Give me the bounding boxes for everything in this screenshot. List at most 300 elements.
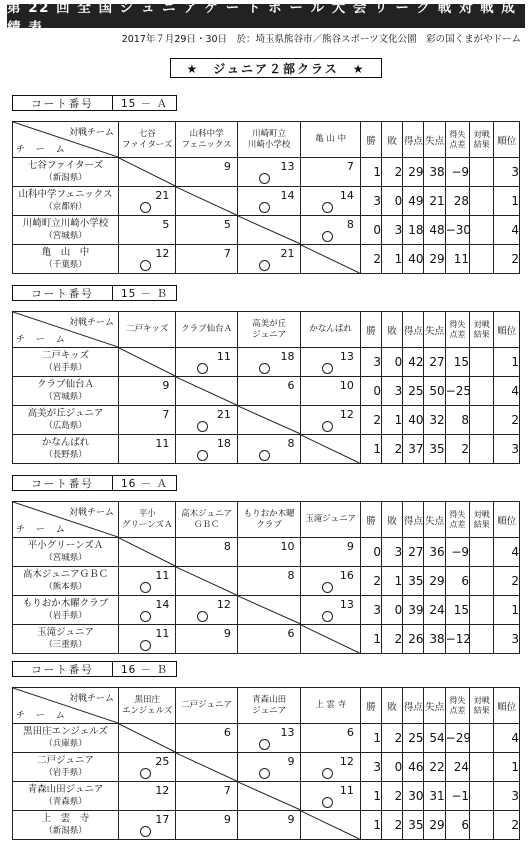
losses-value: 1 xyxy=(382,406,403,435)
diagonal-line xyxy=(176,753,237,781)
point-diff-value: 2 xyxy=(445,435,469,464)
points-for-header: 得点 xyxy=(403,688,424,724)
wins-value: 1 xyxy=(360,625,381,654)
team-name: 亀 山 中 xyxy=(41,247,90,258)
league-table xyxy=(12,501,520,654)
rank-header: 順位 xyxy=(494,312,520,348)
score-cell xyxy=(301,158,360,187)
opponent-header: 二戸キッズ xyxy=(119,312,176,348)
score-value: 12 xyxy=(339,408,354,421)
rank-header: 順位 xyxy=(494,122,520,158)
point-diff-header: 得失 点差 xyxy=(445,312,469,348)
win-circle-icon xyxy=(140,582,151,593)
match-result-value xyxy=(470,724,494,753)
table-row xyxy=(13,538,520,567)
points-against-value: 27 xyxy=(424,348,445,377)
table-row xyxy=(13,216,520,245)
points-against-value: 35 xyxy=(424,435,445,464)
point-diff-value: 15 xyxy=(445,348,469,377)
score-cell xyxy=(237,753,301,782)
losses-value: 0 xyxy=(382,596,403,625)
losses-value: 0 xyxy=(382,187,403,216)
win-circle-icon xyxy=(259,260,270,271)
rank-value: 2 xyxy=(494,811,520,840)
court-number-label xyxy=(12,661,177,677)
points-against-value: 50 xyxy=(424,377,445,406)
match-result-value xyxy=(470,187,494,216)
losses-header: 敗 xyxy=(382,502,403,538)
team-prefecture: （兵庫県） xyxy=(44,739,87,749)
losses-value: 0 xyxy=(382,348,403,377)
point-diff-header: 得失 点差 xyxy=(445,122,469,158)
self-match-cell xyxy=(176,753,238,782)
score-value: 14 xyxy=(280,189,295,202)
points-against-value: 36 xyxy=(424,538,445,567)
points-against-value: 22 xyxy=(424,753,445,782)
corner-team-label: チ ー ム xyxy=(16,335,69,345)
points-against-value: 48 xyxy=(424,216,445,245)
point-diff-value: 8 xyxy=(445,406,469,435)
table-header-row xyxy=(13,688,520,724)
self-match-cell xyxy=(119,348,176,377)
diagonal-line xyxy=(119,158,175,186)
team-name-cell xyxy=(13,753,119,782)
win-circle-icon xyxy=(259,173,270,184)
self-match-cell xyxy=(301,245,360,274)
opponent-header: もりおか木曜 クラブ xyxy=(237,502,301,538)
score-cell xyxy=(176,216,238,245)
losses-value: 2 xyxy=(382,724,403,753)
opponent-header: 平小 グリーンズＡ xyxy=(119,502,176,538)
point-diff-value: −12 xyxy=(445,625,469,654)
team-prefecture: （岩手県） xyxy=(44,768,87,778)
score-value: 8 xyxy=(346,218,354,231)
point-diff-value: −9 xyxy=(445,538,469,567)
win-circle-icon xyxy=(140,768,151,779)
diagonal-line xyxy=(238,406,301,434)
losses-value: 3 xyxy=(382,538,403,567)
rank-value: 4 xyxy=(494,216,520,245)
score-value: 21 xyxy=(216,408,231,421)
self-match-cell xyxy=(176,377,238,406)
team-prefecture: （熊本県） xyxy=(44,582,87,592)
team-name-cell xyxy=(13,158,119,187)
team-name: 平小グリーンズＡ xyxy=(27,540,104,551)
self-match-cell xyxy=(119,538,176,567)
score-cell xyxy=(176,435,238,464)
win-circle-icon xyxy=(322,202,333,213)
team-prefecture: （青森県） xyxy=(44,797,87,807)
corner-opponent-label: 対戦チーム xyxy=(69,508,115,518)
losses-value: 3 xyxy=(382,377,403,406)
diagonal-line xyxy=(119,348,175,376)
opponent-header: 二戸ジュニア xyxy=(176,688,238,724)
losses-value: 3 xyxy=(382,216,403,245)
score-value: 11 xyxy=(155,627,170,640)
points-for-value: 40 xyxy=(403,245,424,274)
score-value: 18 xyxy=(216,437,231,450)
points-against-value: 24 xyxy=(424,596,445,625)
score-value: 8 xyxy=(223,540,231,553)
rank-value: 4 xyxy=(494,538,520,567)
match-result-value xyxy=(470,625,494,654)
team-name: 青森山田ジュニア xyxy=(27,784,104,795)
losses-value: 1 xyxy=(382,567,403,596)
points-for-header: 得点 xyxy=(403,502,424,538)
corner-header xyxy=(13,122,119,158)
rank-value: 3 xyxy=(494,435,520,464)
score-value: 7 xyxy=(223,247,231,260)
wins-value: 0 xyxy=(360,377,381,406)
match-result-value xyxy=(470,753,494,782)
team-name: 二戸キッズ xyxy=(41,350,90,361)
corner-team-label: チ ー ム xyxy=(16,525,69,535)
win-circle-icon xyxy=(259,739,270,750)
points-for-value: 26 xyxy=(403,625,424,654)
diagonal-line xyxy=(119,724,175,752)
table-row xyxy=(13,245,520,274)
team-name: 七谷ファイターズ xyxy=(27,160,104,171)
diagonal-line xyxy=(301,245,359,273)
self-match-cell xyxy=(119,724,176,753)
points-for-value: 39 xyxy=(403,596,424,625)
score-cell xyxy=(119,625,176,654)
corner-opponent-label: 対戦チーム xyxy=(69,694,115,704)
opponent-header: 亀 山 中 xyxy=(301,122,360,158)
score-value: 12 xyxy=(339,755,354,768)
table-row xyxy=(13,811,520,840)
team-name-cell xyxy=(13,435,119,464)
court-number-label xyxy=(12,95,177,111)
win-circle-icon xyxy=(197,363,208,374)
score-value: 9 xyxy=(223,160,231,173)
score-cell xyxy=(301,538,360,567)
match-result-value xyxy=(470,435,494,464)
team-prefecture: （京都府） xyxy=(44,202,87,212)
event-date-venue: 2017年７月29日・30日 於：埼玉県熊谷市／熊谷スポーツ文化公園 彩の国くまがやドーム xyxy=(121,34,521,45)
points-for-value: 25 xyxy=(403,724,424,753)
points-against-value: 29 xyxy=(424,245,445,274)
table-row xyxy=(13,596,520,625)
score-cell xyxy=(237,567,301,596)
diagonal-line xyxy=(301,625,359,653)
points-for-value: 42 xyxy=(403,348,424,377)
score-cell xyxy=(176,625,238,654)
match-result-value xyxy=(470,216,494,245)
score-value: 7 xyxy=(223,784,231,797)
table-row xyxy=(13,567,520,596)
score-value: 13 xyxy=(339,350,354,363)
points-for-value: 27 xyxy=(403,538,424,567)
match-result-value xyxy=(470,348,494,377)
point-diff-value: −29 xyxy=(445,724,469,753)
win-circle-icon xyxy=(140,202,151,213)
score-value: 14 xyxy=(155,598,170,611)
losses-value: 2 xyxy=(382,625,403,654)
score-value: 18 xyxy=(280,350,295,363)
score-cell xyxy=(119,782,176,811)
rank-value: 2 xyxy=(494,567,520,596)
score-value: 11 xyxy=(216,350,231,363)
team-name-cell xyxy=(13,406,119,435)
team-prefecture: （広島県） xyxy=(44,421,87,431)
team-prefecture: （新潟県） xyxy=(44,826,87,836)
score-value: 7 xyxy=(346,160,354,173)
diagonal-line xyxy=(238,596,301,624)
wins-value: 3 xyxy=(360,187,381,216)
league-table xyxy=(12,687,520,840)
match-result-header: 対戦 結果 xyxy=(470,122,494,158)
self-match-cell xyxy=(301,435,360,464)
score-value: 9 xyxy=(162,379,170,392)
score-value: 11 xyxy=(155,437,170,450)
win-circle-icon xyxy=(197,450,208,461)
opponent-header: 高美が丘 ジュニア xyxy=(237,312,301,348)
score-value: 12 xyxy=(155,784,170,797)
points-for-value: 35 xyxy=(403,567,424,596)
table-row xyxy=(13,782,520,811)
corner-opponent-label: 対戦チーム xyxy=(69,128,115,138)
rank-value: 1 xyxy=(494,596,520,625)
team-name: クラブ仙台Ａ xyxy=(37,379,95,390)
score-value: 11 xyxy=(339,784,354,797)
score-cell xyxy=(301,348,360,377)
opponent-header: 上 雲 寺 xyxy=(301,688,360,724)
point-diff-value: −1 xyxy=(445,782,469,811)
points-for-value: 37 xyxy=(403,435,424,464)
wins-value: 1 xyxy=(360,724,381,753)
score-value: 21 xyxy=(155,189,170,202)
points-against-value: 29 xyxy=(424,811,445,840)
opponent-header: 七谷 ファイターズ xyxy=(119,122,176,158)
self-match-cell xyxy=(119,158,176,187)
class-label: ★ ジュニア２部クラス ★ xyxy=(170,58,382,78)
losses-header: 敗 xyxy=(382,688,403,724)
opponent-header: 高木ジュニア ＧＢＣ xyxy=(176,502,238,538)
point-diff-header: 得失 点差 xyxy=(445,688,469,724)
losses-value: 2 xyxy=(382,811,403,840)
win-circle-icon xyxy=(322,611,333,622)
points-against-value: 54 xyxy=(424,724,445,753)
court-number-key: コート番号 xyxy=(13,96,113,110)
score-cell xyxy=(237,625,301,654)
diagonal-line xyxy=(238,782,301,810)
win-circle-icon xyxy=(322,582,333,593)
rank-header: 順位 xyxy=(494,502,520,538)
team-name-cell xyxy=(13,538,119,567)
table-row xyxy=(13,158,520,187)
match-result-header: 対戦 結果 xyxy=(470,502,494,538)
points-for-value: 35 xyxy=(403,811,424,840)
win-circle-icon xyxy=(140,260,151,271)
team-name: 二戸ジュニア xyxy=(37,755,94,766)
team-name: もりおか木曜クラブ xyxy=(22,598,109,609)
point-diff-value: 6 xyxy=(445,567,469,596)
wins-value: 2 xyxy=(360,406,381,435)
point-diff-value: −9 xyxy=(445,158,469,187)
table-row xyxy=(13,348,520,377)
score-value: 5 xyxy=(162,218,170,231)
team-name: かなんぱれ xyxy=(41,437,90,448)
score-value: 5 xyxy=(223,218,231,231)
win-circle-icon xyxy=(322,797,333,808)
corner-header xyxy=(13,688,119,724)
score-cell xyxy=(119,187,176,216)
rank-value: 1 xyxy=(494,187,520,216)
score-cell xyxy=(301,596,360,625)
table-row xyxy=(13,753,520,782)
rank-value: 1 xyxy=(494,348,520,377)
points-for-value: 49 xyxy=(403,187,424,216)
point-diff-value: 15 xyxy=(445,596,469,625)
table-row xyxy=(13,724,520,753)
table-row xyxy=(13,377,520,406)
opponent-header: 玉滝ジュニア xyxy=(301,502,360,538)
team-name-cell xyxy=(13,567,119,596)
rank-header: 順位 xyxy=(494,688,520,724)
points-for-value: 25 xyxy=(403,377,424,406)
score-cell xyxy=(237,811,301,840)
points-for-value: 46 xyxy=(403,753,424,782)
points-against-value: 38 xyxy=(424,625,445,654)
rank-value: 3 xyxy=(494,625,520,654)
score-cell xyxy=(176,596,238,625)
diagonal-line xyxy=(238,216,301,244)
corner-opponent-label: 対戦チーム xyxy=(69,318,115,328)
table-row xyxy=(13,625,520,654)
team-name-cell xyxy=(13,596,119,625)
score-value: 12 xyxy=(155,247,170,260)
score-value: 8 xyxy=(287,569,295,582)
score-cell xyxy=(176,538,238,567)
team-prefecture: （宮城県） xyxy=(44,231,87,241)
league-table xyxy=(12,311,520,464)
point-diff-value: 24 xyxy=(445,753,469,782)
self-match-cell xyxy=(237,596,301,625)
match-result-value xyxy=(470,158,494,187)
match-result-header: 対戦 結果 xyxy=(470,688,494,724)
score-cell xyxy=(119,216,176,245)
score-cell xyxy=(237,348,301,377)
wins-value: 3 xyxy=(360,348,381,377)
score-value: 13 xyxy=(280,160,295,173)
team-name-cell xyxy=(13,625,119,654)
points-against-value: 21 xyxy=(424,187,445,216)
wins-header: 勝 xyxy=(360,502,381,538)
losses-value: 2 xyxy=(382,435,403,464)
table-row xyxy=(13,187,520,216)
team-name: 川崎町立川崎小学校 xyxy=(22,218,109,229)
table-row xyxy=(13,406,520,435)
win-circle-icon xyxy=(322,231,333,242)
points-against-header: 失点 xyxy=(424,502,445,538)
score-value: 6 xyxy=(346,726,354,739)
league-table xyxy=(12,121,520,274)
losses-value: 2 xyxy=(382,782,403,811)
score-cell xyxy=(301,782,360,811)
wins-value: 1 xyxy=(360,435,381,464)
court-number-value: 15 － Ａ xyxy=(120,97,169,110)
point-diff-value: −30 xyxy=(445,216,469,245)
points-against-value: 38 xyxy=(424,158,445,187)
points-against-header: 失点 xyxy=(424,122,445,158)
score-cell xyxy=(176,406,238,435)
team-name-cell xyxy=(13,348,119,377)
self-match-cell xyxy=(237,216,301,245)
score-cell xyxy=(301,406,360,435)
team-prefecture: （新潟県） xyxy=(44,173,87,183)
score-cell xyxy=(237,435,301,464)
win-circle-icon xyxy=(322,421,333,432)
diagonal-line xyxy=(176,567,237,595)
corner-header xyxy=(13,312,119,348)
score-cell xyxy=(119,567,176,596)
match-result-value xyxy=(470,538,494,567)
court-number-key: コート番号 xyxy=(13,286,113,300)
score-value: 8 xyxy=(287,437,295,450)
point-diff-value: 6 xyxy=(445,811,469,840)
team-name: 高木ジュニアＧＢＣ xyxy=(22,569,109,580)
score-cell xyxy=(176,348,238,377)
wins-value: 2 xyxy=(360,567,381,596)
points-for-header: 得点 xyxy=(403,122,424,158)
match-result-value xyxy=(470,811,494,840)
point-diff-value: −25 xyxy=(445,377,469,406)
win-circle-icon xyxy=(140,826,151,837)
score-value: 12 xyxy=(216,598,231,611)
team-name-cell xyxy=(13,782,119,811)
score-cell xyxy=(176,782,238,811)
points-for-header: 得点 xyxy=(403,312,424,348)
score-cell xyxy=(176,158,238,187)
score-value: 25 xyxy=(155,755,170,768)
score-cell xyxy=(237,724,301,753)
win-circle-icon xyxy=(259,363,270,374)
team-name-cell xyxy=(13,377,119,406)
diagonal-line xyxy=(301,435,359,463)
score-cell xyxy=(301,216,360,245)
points-against-header: 失点 xyxy=(424,312,445,348)
score-cell xyxy=(237,187,301,216)
corner-header xyxy=(13,502,119,538)
score-cell xyxy=(176,811,238,840)
court-number-label xyxy=(12,475,177,491)
score-cell xyxy=(301,724,360,753)
score-value: 7 xyxy=(162,408,170,421)
win-circle-icon xyxy=(140,640,151,651)
rank-value: 2 xyxy=(494,245,520,274)
rank-value: 2 xyxy=(494,406,520,435)
score-cell xyxy=(301,567,360,596)
score-value: 6 xyxy=(287,627,295,640)
court-number-key: コート番号 xyxy=(13,476,113,490)
point-diff-header: 得失 点差 xyxy=(445,502,469,538)
score-cell xyxy=(119,811,176,840)
rank-value: 3 xyxy=(494,782,520,811)
score-cell xyxy=(119,753,176,782)
score-value: 9 xyxy=(287,813,295,826)
points-against-header: 失点 xyxy=(424,688,445,724)
score-cell xyxy=(176,724,238,753)
points-against-value: 32 xyxy=(424,406,445,435)
team-name: 上 雲 寺 xyxy=(41,813,90,824)
score-cell xyxy=(237,245,301,274)
team-name: 高美が丘ジュニア xyxy=(27,408,104,419)
wins-header: 勝 xyxy=(360,122,381,158)
score-value: 6 xyxy=(287,379,295,392)
team-name: 玉滝ジュニア xyxy=(37,627,94,638)
win-circle-icon xyxy=(197,611,208,622)
